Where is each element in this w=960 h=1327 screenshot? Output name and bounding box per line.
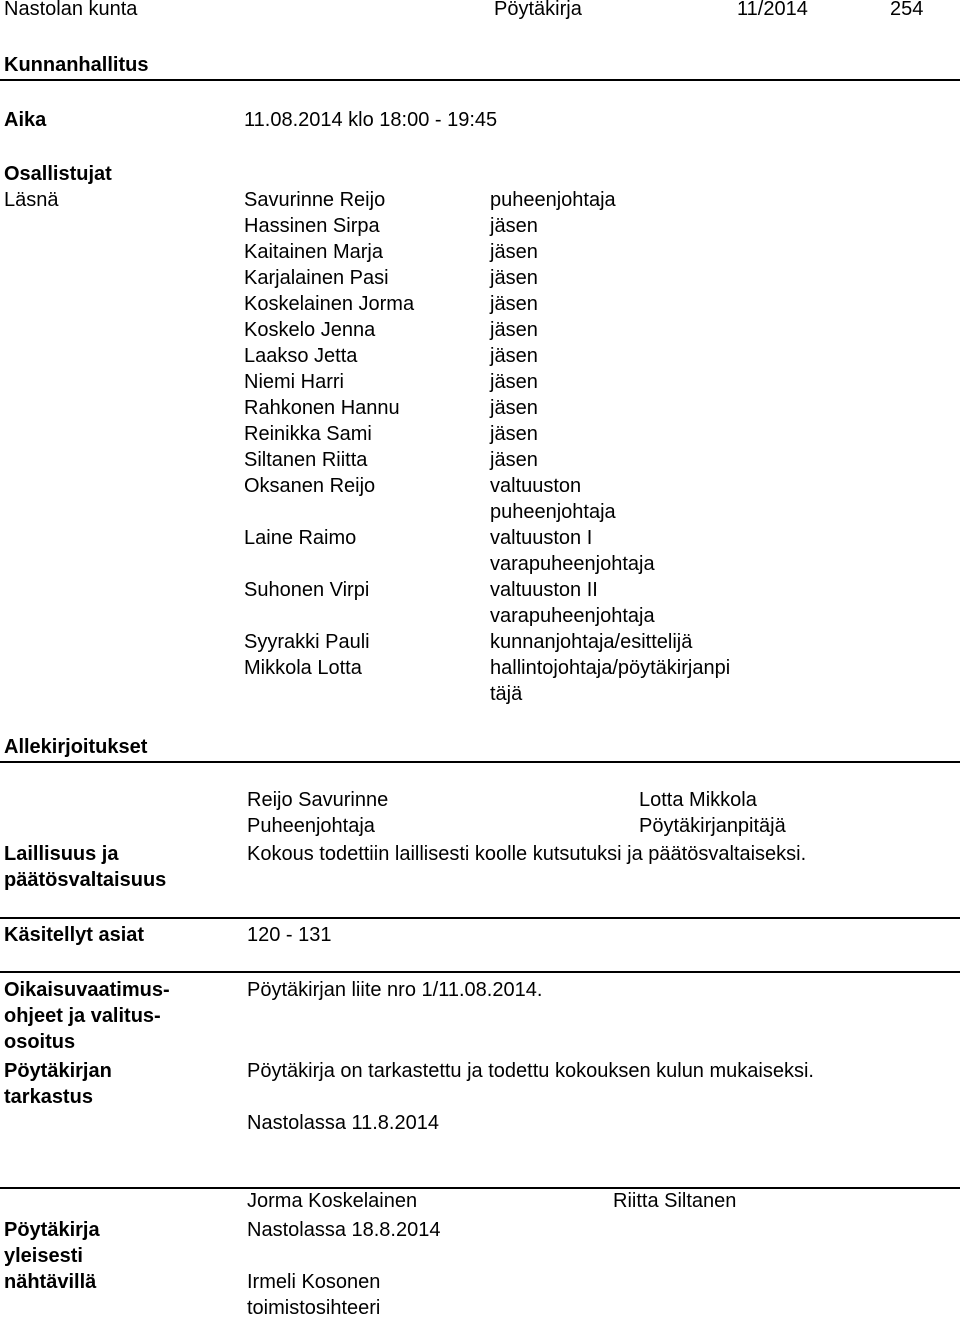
public-place-date: Nastolassa 18.8.2014 — [247, 1219, 441, 1241]
review-label-line2: tarkastus — [4, 1086, 93, 1108]
participant-role: jäsen — [490, 371, 538, 393]
municipality-name: Nastolan kunta — [4, 0, 138, 20]
body-name: Kunnanhallitus — [4, 54, 149, 76]
public-label-line3: nähtävillä — [4, 1271, 97, 1293]
participant-name: Siltanen Riitta — [244, 449, 368, 471]
participant-name: Koskelo Jenna — [244, 319, 376, 341]
chair-title: Puheenjohtaja — [247, 815, 375, 837]
participant-role: valtuuston puheenjohtaja — [490, 475, 616, 523]
participant-role: jäsen — [490, 293, 538, 315]
review-label-line1: Pöytäkirjan — [4, 1060, 112, 1082]
participant-name: Rahkonen Hannu — [244, 397, 400, 419]
secretary-title: Pöytäkirjanpitäjä — [639, 815, 786, 837]
review-place-date: Nastolassa 11.8.2014 — [247, 1112, 439, 1134]
document-number: 11/2014 — [737, 0, 808, 20]
appeal-label-line3: osoitus — [4, 1031, 76, 1053]
participant-name: Kaitainen Marja — [244, 241, 383, 263]
participant-role: jäsen — [490, 449, 538, 471]
participant-name: Mikkola Lotta — [244, 657, 362, 679]
participant-role: jäsen — [490, 423, 538, 445]
participant-role: jäsen — [490, 241, 538, 263]
participant-name: Syyrakki Pauli — [244, 631, 370, 653]
legality-label-line1: Laillisuus ja — [4, 843, 119, 865]
participant-name: Reinikka Sami — [244, 423, 372, 445]
participant-name: Niemi Harri — [244, 371, 344, 393]
participant-role: jäsen — [490, 215, 538, 237]
signatures-label: Allekirjoitukset — [4, 736, 148, 758]
participant-role: kunnanjohtaja/esittelijä — [490, 631, 693, 653]
participant-role: jäsen — [490, 319, 538, 341]
handled-value: 120 - 131 — [247, 924, 332, 946]
participant-role: jäsen — [490, 267, 538, 289]
legality-text: Kokous todettiin laillisesti koolle kutsutuksi ja päätösvaltaiseksi. — [247, 843, 807, 865]
review-divider — [0, 1187, 960, 1189]
participant-name: Laine Raimo — [244, 527, 357, 549]
public-label-line2: yleisesti — [4, 1245, 83, 1267]
participants-heading: Osallistujat — [4, 163, 112, 185]
participant-role: puheenjohtaja — [490, 189, 616, 211]
public-person-title: toimistosihteeri — [247, 1297, 381, 1319]
participant-role: hallintojohtaja/pöytäkirjanpitäjä — [490, 657, 731, 705]
participant-name: Karjalainen Pasi — [244, 267, 389, 289]
participant-name: Suhonen Virpi — [244, 579, 370, 601]
public-person-name: Irmeli Kosonen — [247, 1271, 381, 1293]
participant-role: jäsen — [490, 345, 538, 367]
participant-role: jäsen — [490, 397, 538, 419]
appeal-label-line1: Oikaisuvaatimus- — [4, 979, 170, 1001]
signatures-divider — [0, 761, 960, 763]
handled-divider — [0, 971, 960, 973]
participant-role: valtuuston I varapuheenjohtaja — [490, 527, 655, 575]
document-type: Pöytäkirja — [494, 0, 582, 20]
legality-label-line2: päätösvaltaisuus — [4, 869, 167, 891]
participant-name: Oksanen Reijo — [244, 475, 376, 497]
handled-label: Käsitellyt asiat — [4, 924, 145, 946]
page-number: 254 — [890, 0, 924, 20]
participant-name: Laakso Jetta — [244, 345, 358, 367]
secretary-name: Lotta Mikkola — [639, 789, 757, 811]
reviewer2-name: Riitta Siltanen — [613, 1190, 737, 1212]
reviewer1-name: Jorma Koskelainen — [247, 1190, 418, 1212]
header-divider — [0, 79, 960, 81]
appeal-text: Pöytäkirjan liite nro 1/11.08.2014. — [247, 979, 543, 1001]
participant-name: Savurinne Reijo — [244, 189, 386, 211]
present-label: Läsnä — [4, 189, 59, 211]
legality-divider — [0, 917, 960, 919]
review-text: Pöytäkirja on tarkastettu ja todettu kokouksen kulun mukaiseksi. — [247, 1060, 814, 1082]
appeal-label-line2: ohjeet ja valitus- — [4, 1005, 161, 1027]
time-value: 11.08.2014 klo 18:00 - 19:45 — [244, 109, 498, 131]
public-label-line1: Pöytäkirja — [4, 1219, 100, 1241]
participant-name: Hassinen Sirpa — [244, 215, 380, 237]
participant-role: valtuuston II varapuheenjohtaja — [490, 579, 655, 627]
chair-name: Reijo Savurinne — [247, 789, 389, 811]
time-label: Aika — [4, 109, 47, 131]
participant-name: Koskelainen Jorma — [244, 293, 415, 315]
